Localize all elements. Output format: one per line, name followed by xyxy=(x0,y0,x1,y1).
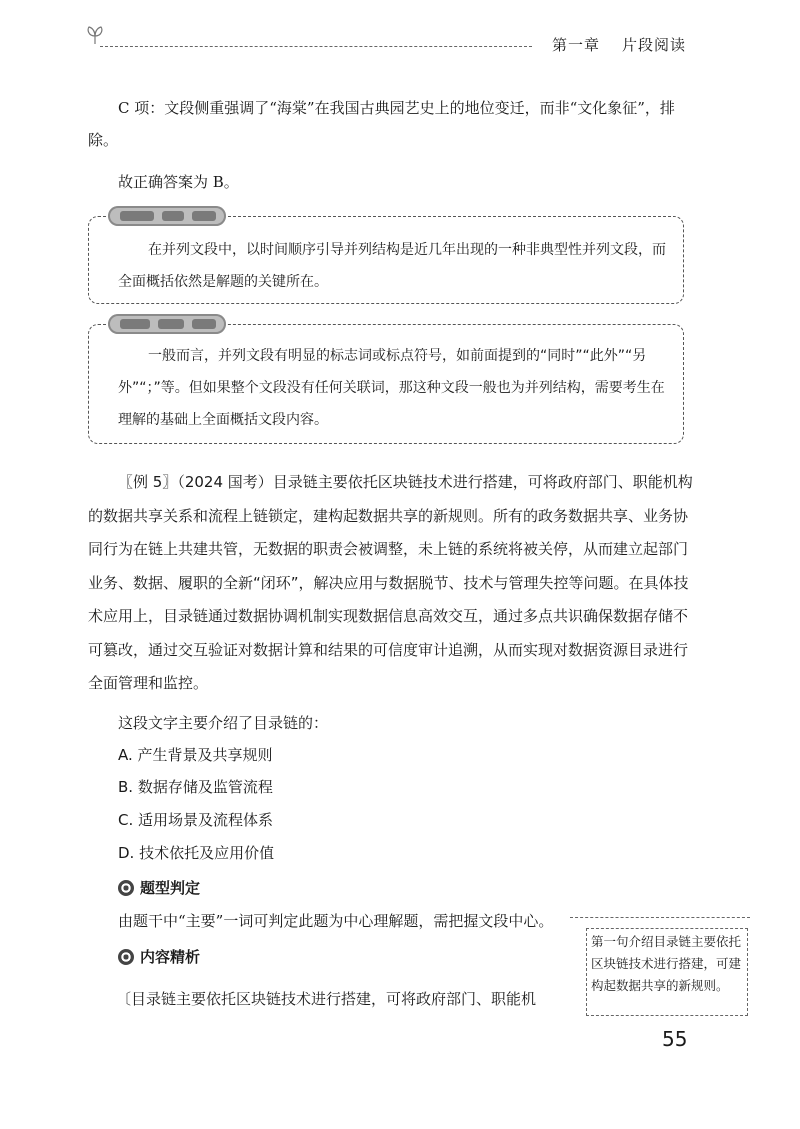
example-tag: 〖例 5〗 xyxy=(118,473,178,491)
c-option-explanation: C 项：文段侧重强调了“海棠”在我国古典园艺史上的地位变迁，而非“文化象征”，排除。 xyxy=(88,99,675,149)
section-content-analysis-title: 内容精析 xyxy=(140,948,201,966)
example-source: （2024 国考） xyxy=(177,473,273,491)
tip-text-1: 在并列文段中，以时间顺序引导并列结构是近几年出现的一种非典型性并列文段，而全面概括依然是解题的关键所在。 xyxy=(118,242,666,290)
side-note: 第一句介绍目录链主要依托区块链技术进行搭建，可建构起数据共享的新规则。 xyxy=(586,928,748,1016)
option-b: B. 数据存储及监管流程 xyxy=(118,778,273,796)
header-leaf-icon xyxy=(84,24,106,46)
example-text: 目录链主要依托区块链技术进行搭建，可将政府部门、职能机构的数据共享关系和流程上链锁定，建构起数据共享的新规则。所有的政务数据共享、业务协同行为在链上共建共管，无数据的职责会被调整，未上链的系统将被关停，从而建立起部门业务、数据、履职的全新“闭环”，解决应用与数据脱节、技术与管理失控等问题。在具体技术应用上，目录链通过数据协调机制实现数据信息高效交互，通过多点共识确保数据存储不可篡改，通过交互验证对数据计算和结果的可信度审计追溯，从而实现对数据资源目录进行全面管理和监控。 xyxy=(88,473,693,692)
tip-text-2: 一般而言，并列文段有明显的标志词或标点符号，如前面提到的“同时”“此外”“另外”“；”等。但如果整个文段没有任何关联词，那这种文段一般也为并列结构，需要考生在理解的基础上全面概括文段内容。 xyxy=(118,348,665,428)
tip-label-2 xyxy=(108,314,226,334)
answer-line: 故正确答案为 B。 xyxy=(118,173,239,191)
section-content-analysis-text: 〔目录链主要依托区块链技术进行搭建，可将政府部门、职能机 xyxy=(116,990,537,1008)
section-question-type xyxy=(118,877,200,898)
example-passage xyxy=(88,466,694,701)
section-label: 片段阅读 xyxy=(622,36,687,54)
chapter-label: 第一章 xyxy=(552,36,601,54)
option-c: C. 适用场景及流程体系 xyxy=(118,811,274,829)
section-question-type-text: 由题干中“主要”一词可判定此题为中心理解题，需把握文段中心。 xyxy=(118,912,554,930)
section-question-type-title: 题型判定 xyxy=(140,879,201,897)
option-a: A. 产生背景及共享规则 xyxy=(118,746,273,764)
tip-label-1 xyxy=(108,206,226,226)
gear-icon xyxy=(118,880,134,896)
gear-icon xyxy=(118,949,134,965)
option-d: D. 技术依托及应用价值 xyxy=(118,844,275,862)
header-rule xyxy=(100,46,532,47)
side-note-leader xyxy=(570,917,750,918)
example-question: 这段文字主要介绍了目录链的： xyxy=(118,714,329,732)
page-number: 55 xyxy=(662,1027,688,1051)
chapter-header xyxy=(552,34,686,55)
section-content-analysis xyxy=(118,946,200,967)
